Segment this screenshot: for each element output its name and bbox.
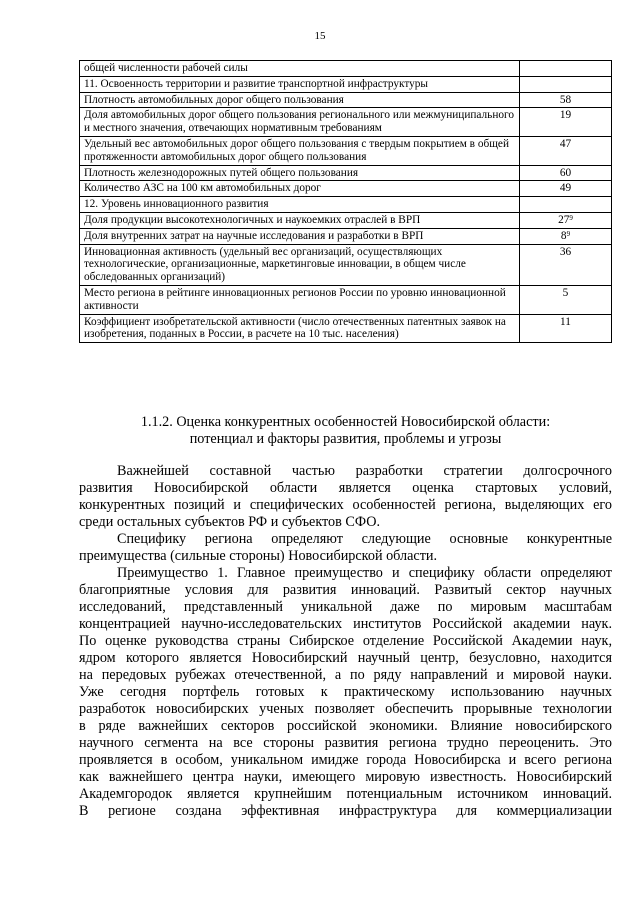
indicator-value: $8^9$ [520,228,612,244]
text-line: Важнейшей составной частью разработки стратегии долгосрочного [117,463,612,479]
text-line: концентрацией научно-исследовательских институтов Российской академии наук. [79,616,612,632]
body-text [79,463,612,820]
text-line: благоприятные условия для развития инноваций. Развитый сектор научных [79,582,612,598]
text-line: как важнейшего центра науки, имеющего мировую известность. Новосибирский [79,769,612,785]
text-line: исследований, представленный уникальной даже по мировым масштабам [79,599,612,615]
indicator-value: 49 [520,181,612,197]
table-row [80,165,612,181]
table-row [80,197,612,213]
paragraph [79,531,612,565]
text-line: В регионе создана эффективная инфраструктура для коммерциализации [79,803,612,819]
table-row [80,285,612,314]
indicator-label: Доля внутренних затрат на научные исследования и разработки в ВРП [80,228,520,244]
indicator-value: 11 [520,314,612,343]
indicator-label: Коэффициент изобретательской активности (число отечественных патентных заявок на изобретения, поданных в России, в расчете на 10 тыс. населения) [80,314,520,343]
table-row [80,108,612,137]
indicator-value: $27^9$ [520,212,612,228]
indicator-label: Количество АЗС на 100 км автомобильных дорог [80,181,520,197]
text-line: научного сегмента на все стороны развития региона трудно переоценить. Это [79,735,612,751]
indicator-value: 19 [520,108,612,137]
indicator-value: 47 [520,136,612,165]
indicator-value: 5 [520,285,612,314]
indicator-label: Доля продукции высокотехнологичных и наукоемких отраслей в ВРП [80,212,520,228]
table-row [80,314,612,343]
section-heading-line-2: потенциал и факторы развития, проблемы и угрозы [189,431,502,447]
text-line: По оценке руководства страны Сибирское отделение Российской Академии наук, [79,633,612,649]
text-line: среди остальных субъектов РФ и субъектов СФО. [79,514,381,530]
indicator-label: Плотность автомобильных дорог общего пользования [80,92,520,108]
indicator-value: 36 [520,244,612,285]
footnote-ref: 9 [566,229,571,238]
text-line: Специфику региона определяют следующие основные конкурентные [117,531,612,547]
indicator-value [520,197,612,213]
text-line: на передовых рубежах отечественной, а по ряду направлений и мировой науки. [79,667,612,683]
indicator-value [520,76,612,92]
indicator-label: Инновационная активность (удельный вес организаций, осуществляющих технологические, организационные, маркетинговые инновации, в общем числе обследованных организаций) [80,244,520,285]
section-heading [79,414,612,448]
table-row [80,61,612,77]
text-line: Уже сегодня портфель готовых к практическому использованию научных [79,684,612,700]
footnote-ref: 9 [569,213,573,222]
table-row [80,181,612,197]
text-line: ядром которого является Новосибирский научный центр, безусловно, находится [79,650,612,666]
section-heading-line-1: 1.1.2. Оценка конкурентных особенностей Новосибирской области: [140,414,551,430]
indicator-table [79,60,612,343]
text-line: Академгородок является крупнейшим потенциальным источником инноваций. [79,786,612,802]
indicator-label: общей численности рабочей силы [80,61,520,77]
table-row [80,136,612,165]
table-row [80,212,612,228]
table-row [80,92,612,108]
indicator-label: 12. Уровень инновационного развития [80,197,520,213]
indicator-value: 60 [520,165,612,181]
text-line: разработок новосибирских ученых позволяет обеспечить прорывные технологии [79,701,612,717]
text-line: проявляется в особом, уникальном имидже города Новосибирска и всего региона [79,752,612,768]
page-number: 15 [314,30,326,42]
indicator-label: Место региона в рейтинге инновационных регионов России по уровню инновационной активности [80,285,520,314]
table-row [80,244,612,285]
indicator-label: 11. Освоенность территории и развитие транспортной инфраструктуры [80,76,520,92]
table-row [80,76,612,92]
text-line: преимущества (сильные стороны) Новосибирской области. [79,548,438,564]
indicator-value: 58 [520,92,612,108]
paragraph [79,565,612,820]
text-line: в ряде важнейших секторов российской экономики. Влияние новосибирского [79,718,612,734]
text-line: развития Новосибирской области является оценка стартовых условий, [79,480,612,496]
indicator-label: Доля автомобильных дорог общего пользования регионального или межмуниципального и местного значения, отвечающих нормативным требованиям [80,108,520,137]
indicator-label: Удельный вес автомобильных дорог общего пользования с твердым покрытием в общей протяженности автомобильных дорог общего пользования [80,136,520,165]
indicator-value [520,61,612,77]
text-line: конкурентных позиций и специфических особенностей региона, выделяющих его [79,497,612,513]
indicator-label: Плотность железнодорожных путей общего пользования [80,165,520,181]
paragraph [79,463,612,531]
table-row [80,228,612,244]
text-line: Преимущество 1. Главное преимущество и специфику области определяют [117,565,612,581]
